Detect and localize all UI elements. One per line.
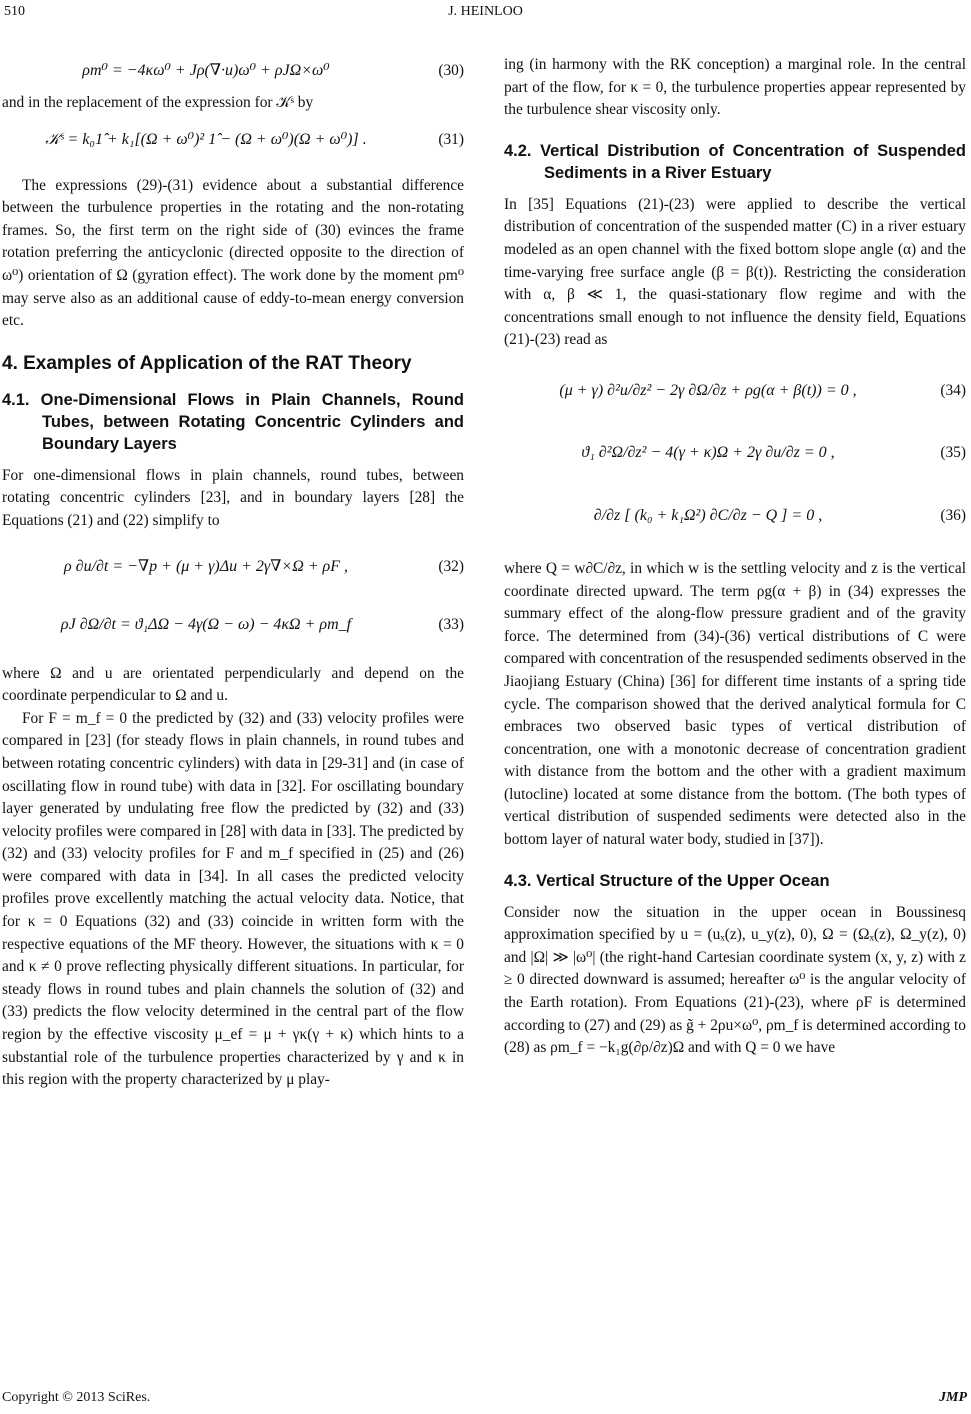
paragraph-continued: ing (in harmony with the RK conception) a marginal role. In the central part of the flow, for κ = 0, the turbulence properties appear represented by the turbulence shear viscosity only. — [504, 56, 966, 119]
paragraph-one-dimensional: For one-dimensional flows in plain channels, round tubes, between rotating concentric cylinders [23], and in boundary layers [28] the Equations (21) and (22) simplify to — [2, 466, 464, 529]
text-replacement: and in the replacement of the expression for 𝒦ˢ by — [2, 94, 314, 111]
equation-36: ∂/∂z [ (k₀ + k₁Ω²) ∂C/∂z − Q ] = 0 , (36) — [593, 506, 966, 524]
paragraph-comparison: For F = m_f = 0 the predicted by (32) and (33) velocity profiles were compared in [23] (for steady flows in plain channels, in round tubes and between rotating concentric cylinders) with data in [29-31] and (in case of oscillating flow in round tube) with data in [32]. For oscillating boundary layer generated by undulating free flow the predicted by (32) and (33) velocity profiles were compared in [28] with data in [33]. The predicted by (32) and (33) velocity profiles for F and m_f specified in (25) and (26) were compared with data in [34]. In all cases the predicted velocity profiles prove excellently matching the actual velocity data. Notice, that for κ = 0 Equations (32) and (33) coincide in written form with the respective equations of the MF theory. However, the situations with κ = 0 and κ ≠ 0 prove reflecting physically different situations. In particular, for steady flows in round tubes and plain channels the solution of (32) and (33) predicts the flow velocity determined in the central part of the flow region by the effective viscosity μ_ef = μ + γκ(γ + κ) which hints to a substantial role of the turbulence properties characterized by γ and κ in this region with the property characterized by μ play- — [2, 709, 464, 1089]
right-column — [504, 54, 966, 1060]
paragraph-estuary: In [35] Equations (21)-(23) were applied to describe the vertical distribution of concentration of the suspended matter (C) in a river estuary modeled as an open channel with the fixed bottom slope angle (α) and the time-varying free surface angle (β = β(t)). Restricting the consideration with α, β ≪ 1, the quasi-stationary flow regime and with the concentrations small enough to not influence the density field, Equations (21)-(23) read as — [504, 195, 966, 349]
section-4-heading: 4. Examples of Application of the RAT Theory — [2, 352, 412, 374]
page-number: 510 — [4, 4, 25, 19]
subsection-4-3-heading: 4.3. Vertical Structure of the Upper Ocean — [504, 871, 830, 890]
equation-34: (μ + γ) ∂²u/∂z² − 2γ ∂Ω/∂z + ρg(α + β(t)) = 0 , (34) — [559, 381, 966, 399]
paragraph-where-omega: where Ω and u are orientated perpendicularly and depend on the coordinate perpendicular to Ω and u. — [2, 664, 464, 705]
running-head: J. HEINLOO — [448, 4, 523, 19]
subsection-4-1-heading: 4.1. One-Dimensional Flows in Plain Channels, Round Tubes, between Rotating Concentric Cylinders and Boundary Layers — [2, 390, 464, 453]
paragraph-upper-ocean: Consider now the situation in the upper ocean in Boussinesq approximation specified by u = (uₓ(z), u_y(z), 0), Ω = (Ωₓ(z), Ω_y(z), 0) and |Ω| ≫ |ω⁰| (the right-hand Cartesian coordinate system (x, y, z) with z ≥ 0 directed downward is assumed; hereafter ω⁰ is the angular velocity of the Earth rotation). From Equations (21)-(23), where ρF is determined according to (27) and (29) as g̃ + 2ρu×ω⁰, ρm_f is determined according to (28) as ρm_f = −k₁g(∂ρ/∂z)Ω and with Q = 0 we have — [504, 903, 966, 1057]
equation-31: 𝒦ˢ = k₀1̂ + k₁[(Ω + ω⁰)² 1̂ − (Ω + ω⁰)(Ω + ω⁰)] . (31) — [45, 131, 464, 149]
subsection-4-2-heading: 4.2. Vertical Distribution of Concentration of Suspended Sediments in a River Estuary — [504, 141, 966, 182]
paragraph-settling: where Q = w∂C/∂z, in which w is the settling velocity and z is the vertical coordinate directed upward. The term ρg(α + β) in (34) expresses the summary effect of the along-flow pressure gradient and of the gravity force. The determined from (34)-(36) vertical distributions of C were compared with concentration of the resuspended sediments observed in the Jiaojiang Estuary (China) [36] for different time instants of a spring tide cycle. The comparison showed that the derived analytical formula for C embraces two observed basic types of vertical distribution of concentration, one with a monotonic decrease of concentration gradient with distance from the bottom and the other with a gradient maximum (lutocline) located at some distance from the bottom. (The both types of vertical distribution of suspended sediments were detected also in the bottom layer of natural water body, studied in [37]). — [504, 559, 967, 849]
footer-journal: JMP — [939, 1390, 967, 1405]
equation-32: ρ ∂u/∂t = −∇p + (μ + γ)Δu + 2γ∇×Ω + ρF , (32) — [63, 558, 464, 576]
equation-30: ρm⁰ = −4κω⁰ + Jρ(∇·u)ω⁰ + ρJΩ×ω⁰ (30) — [82, 61, 464, 79]
left-column — [2, 54, 464, 1092]
equation-33: ρJ ∂Ω/∂t = ϑ₁ΔΩ − 4γ(Ω − ω) − 4κΩ + ρm_f (33) — [60, 616, 464, 634]
footer-copyright: Copyright © 2013 SciRes. — [2, 1390, 151, 1405]
equation-35: ϑ₁ ∂²Ω/∂z² − 4(γ + κ)Ω + 2γ ∂u/∂z = 0 , (35) — [581, 443, 966, 461]
paragraph-expressions: The expressions (29)-(31) evidence about a substantial difference between the turbulence properties in the rotating and the non-rotating frames. So, the first term on the right side of (30) evinces the frame rotation preferring the anticyclonic (directed opposite to the direction of ω⁰) orientation of Ω (gyration effect). The work done by the moment ρm⁰ may serve also as an additional cause of eddy-to-mean energy conversion etc. — [2, 176, 464, 330]
